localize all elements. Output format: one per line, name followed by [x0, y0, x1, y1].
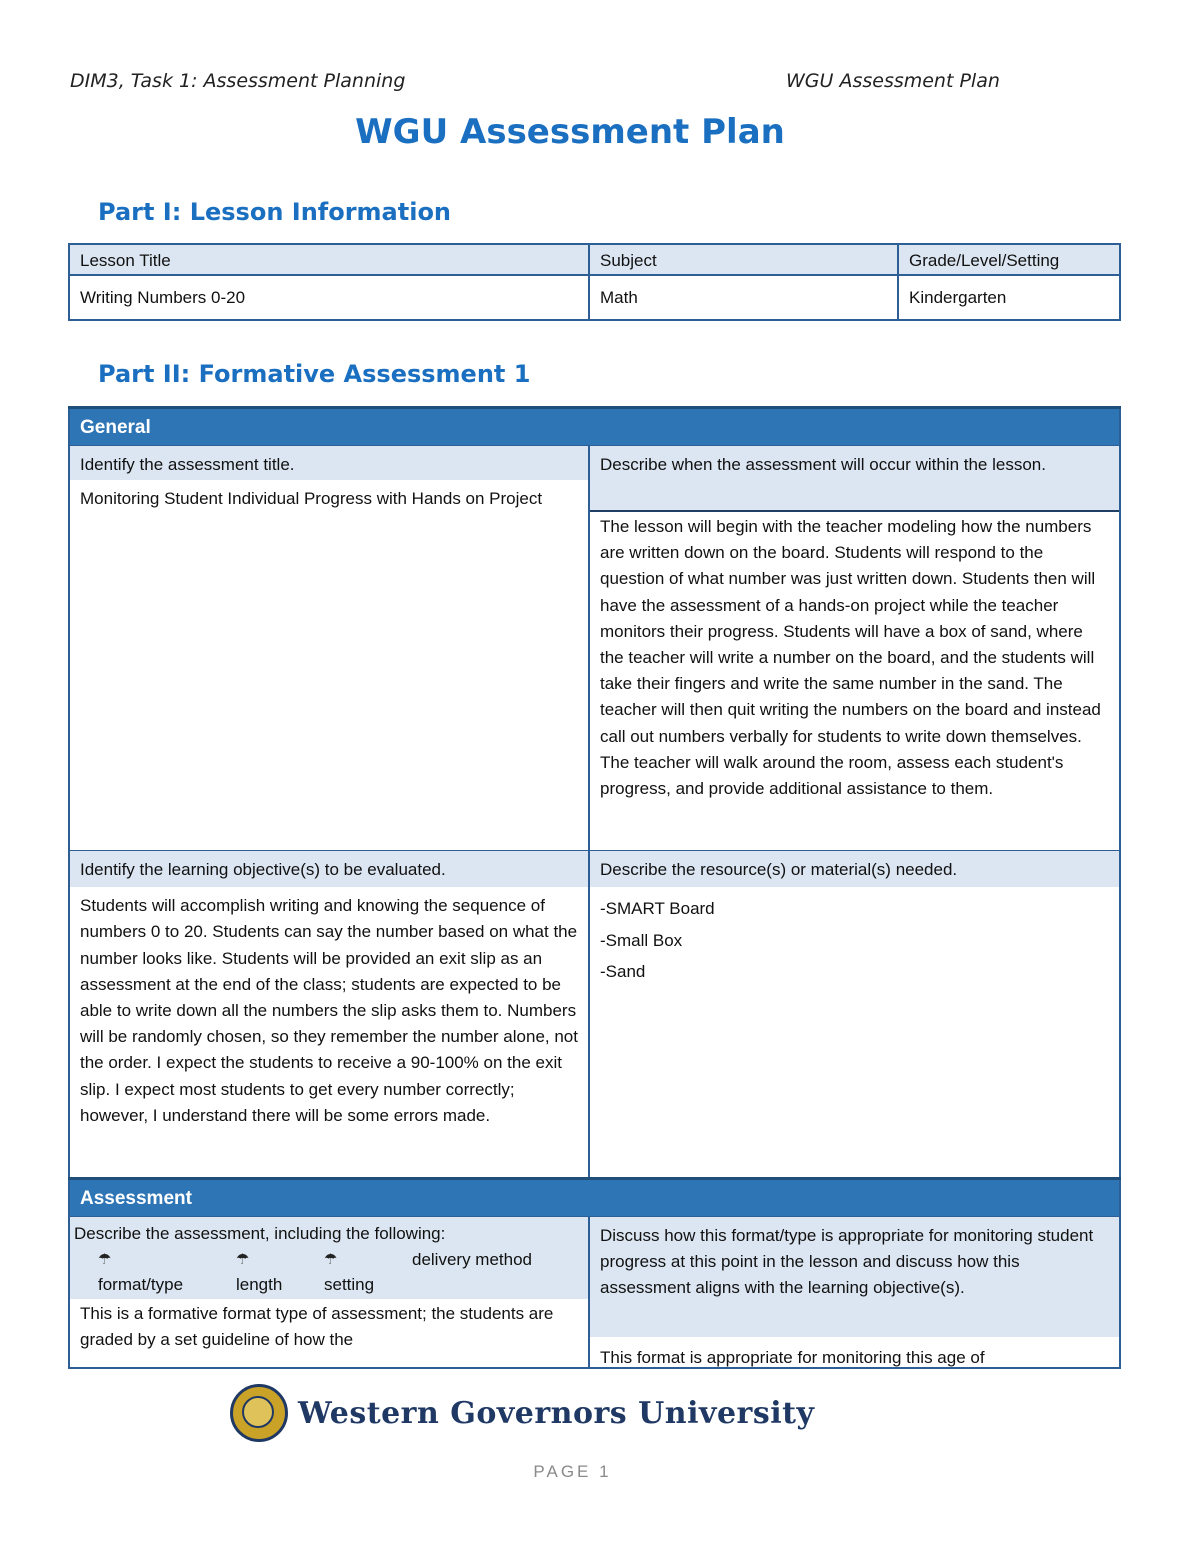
bullet-format: ☂ format/type [98, 1247, 236, 1297]
assessment-describe-cell [69, 1217, 589, 1369]
assessment-describe-prompt: Describe the assessment, including the following: [74, 1224, 446, 1243]
lesson-info-header-row [69, 244, 1120, 275]
resource-item: -Small Box [600, 930, 683, 950]
subject-value: Math [589, 275, 898, 320]
subject-header: Subject [589, 244, 898, 275]
assessment-title-answer: Monitoring Student Individual Progress with Hands on Project [80, 489, 543, 509]
lesson-title-value: Writing Numbers 0-20 [69, 275, 589, 320]
assessment-section-row [69, 1179, 1120, 1217]
assessment-title-cell [69, 446, 589, 851]
resource-item: -SMART Board [600, 899, 715, 919]
assessment-heading: Assessment [69, 1179, 1120, 1217]
lesson-info-value-row [69, 275, 1120, 320]
resource-item: -Sand [600, 962, 646, 982]
bullet-setting: ☂ setting [324, 1247, 412, 1297]
assessment-timing-cell [589, 446, 1120, 851]
general-heading: General [69, 408, 1120, 446]
objective-row [69, 851, 1120, 1179]
grade-value: Kindergarten [898, 275, 1120, 320]
grade-header: Grade/Level/Setting [898, 244, 1120, 275]
page-number: PAGE 1 [533, 1462, 612, 1481]
resources-list [590, 887, 1119, 990]
resources-cell [589, 851, 1120, 1179]
assessment-timing-answer: The lesson will begin with the teacher modeling how the numbers are written down on the board. Students will respond to the question of what number was just written down. Students then will have the assessment of a hands-on project while the teacher monitors their progress. Students will have a box of sand, where the teacher will write a number on the board, and the students will take their fingers and write the same number in the sand. The teacher will then quit writing the numbers on the board and instead call out numbers verbally for students to write down themselves. The teacher will walk around the room, assess each student's progress, and provide additional assistance to them. [600, 517, 1101, 799]
general-row [69, 446, 1120, 851]
bullet-length: ☂ length [236, 1247, 324, 1297]
part2-title: Part II: Formative Assessment 1 [98, 360, 531, 388]
assessment-discuss-answer: This format is appropriate for monitoring this age of [600, 1348, 985, 1367]
assessment-describe-answer: This is a formative format type of assessment; the students are graded by a set guideline of how the [80, 1304, 554, 1350]
document-title: WGU Assessment Plan [355, 112, 785, 152]
formative-assessment-table [68, 406, 1121, 1369]
objective-prompt: Identify the learning objective(s) to be evaluated. [70, 851, 588, 887]
assessment-title-prompt: Identify the assessment title. [70, 446, 588, 480]
general-section-row [69, 408, 1120, 446]
umbrella-bullet-icon: ☂ [324, 1251, 338, 1269]
lesson-title-header: Lesson Title [69, 244, 589, 275]
objective-cell [69, 851, 589, 1179]
assessment-discuss-prompt: Discuss how this format/type is appropriate for monitoring student progress at this point in the lesson and discuss how this assessment aligns with the learning objective(s). [590, 1217, 1119, 1337]
assessment-discuss-cell [589, 1217, 1120, 1369]
umbrella-bullet-icon: ☂ [236, 1251, 250, 1269]
lesson-info-table [68, 243, 1121, 321]
resources-prompt: Describe the resource(s) or material(s) needed. [590, 851, 1119, 887]
part1-title: Part I: Lesson Information [98, 198, 452, 226]
assessment-row [69, 1217, 1120, 1369]
objective-answer: Students will accomplish writing and knowing the sequence of numbers 0 to 20. Students can say the number based on what the number looks like. Students will be provided an exit slip as an assessment at the end of the class; students are expected to be able to write down all the numbers the slip asks them to. Numbers will be randomly chosen, so they remember the number alone, not the order. I expect the students to receive a 90-100% on the exit slip. I expect most students to get every number correctly; however, I understand there will be some errors made. [80, 896, 578, 1125]
assessment-describe-prompt-block [70, 1217, 588, 1299]
bullet-delivery: delivery method [412, 1250, 533, 1270]
wgu-logo [230, 1384, 814, 1442]
wgu-brand-name: Western Governors University [298, 1395, 815, 1431]
running-header-right: WGU Assessment Plan [786, 70, 1000, 92]
umbrella-bullet-icon: ☂ [98, 1251, 112, 1269]
wgu-seal-icon [230, 1384, 288, 1442]
assessment-bullet-list [74, 1247, 584, 1297]
assessment-timing-prompt: Describe when the assessment will occur within the lesson. [590, 446, 1119, 510]
running-header-left: DIM3, Task 1: Assessment Planning [70, 70, 406, 92]
